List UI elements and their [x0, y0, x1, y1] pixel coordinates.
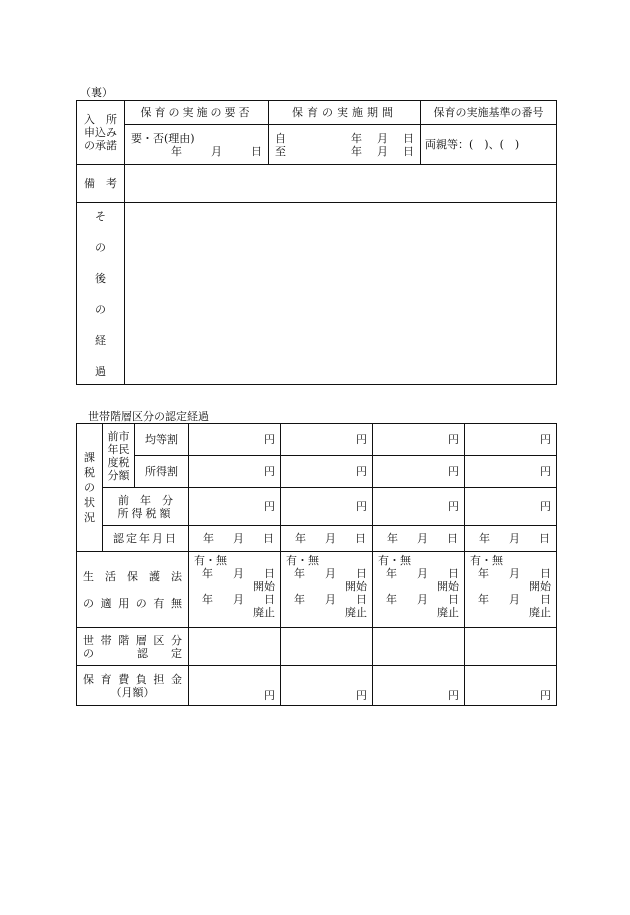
prev-income-tax-cell[interactable]: 円 [189, 488, 281, 526]
resident-tax-label: 前市 年民 度税 分額 [103, 424, 135, 488]
equal-split-cell[interactable]: 円 [373, 424, 465, 456]
cert-date-cell[interactable]: 年 月 日 [373, 526, 465, 552]
prev-income-tax-label: 前 年 分 所得税額 [103, 488, 189, 526]
prev-income-tax-cell[interactable]: 円 [465, 488, 557, 526]
period-cell[interactable]: 自 年 月 日 至 年 月 日 [269, 125, 421, 165]
need-header: 保育の実施の要否 [125, 101, 269, 125]
remarks-label: 備 考 [77, 165, 125, 203]
welfare-cell[interactable]: 有・無 年 月 日 開始 年 月 日 廃止 [465, 552, 557, 628]
remarks-field[interactable] [125, 165, 557, 203]
income-split-label: 所得割 [135, 456, 189, 488]
cert-date-label: 認定年月日 [103, 526, 189, 552]
prev-income-tax-cell[interactable]: 円 [281, 488, 373, 526]
admission-approval-label: 入 所 申込み の承諾 [77, 101, 125, 165]
standard-header: 保育の実施基準の番号 [421, 101, 557, 125]
childcare-fee-cell[interactable]: 円 [373, 666, 465, 706]
prev-income-tax-cell[interactable]: 円 [373, 488, 465, 526]
income-split-cell[interactable]: 円 [373, 456, 465, 488]
cert-date-cell[interactable]: 年 月 日 [189, 526, 281, 552]
cert-date-cell[interactable]: 年 月 日 [465, 526, 557, 552]
income-split-cell[interactable]: 円 [281, 456, 373, 488]
welfare-label: 生 活 保 護 法 の 適 用 の 有 無 [77, 552, 189, 628]
subsequent-progress-label: そ の 後 の 経 過 [77, 203, 125, 385]
standard-cell[interactable]: 両親等：( )、( ) [421, 125, 557, 165]
section-title: 世帯階層区分の認定経過 [88, 410, 209, 423]
household-class-cell[interactable] [281, 628, 373, 666]
childcare-fee-label: 保 育 費 負 担 金 （月額） [77, 666, 189, 706]
cert-date-cell[interactable]: 年 月 日 [281, 526, 373, 552]
equal-split-cell[interactable]: 円 [465, 424, 557, 456]
income-split-cell[interactable]: 円 [189, 456, 281, 488]
welfare-cell[interactable]: 有・無 年 月 日 開始 年 月 日 廃止 [281, 552, 373, 628]
tax-status-label: 課 税 の 状 況 [77, 424, 103, 552]
equal-split-cell[interactable]: 円 [281, 424, 373, 456]
income-split-cell[interactable]: 円 [465, 456, 557, 488]
equal-split-label: 均等割 [135, 424, 189, 456]
period-header: 保育の実施期間 [269, 101, 421, 125]
welfare-cell[interactable]: 有・無 年 月 日 開始 年 月 日 廃止 [373, 552, 465, 628]
admission-table [76, 100, 557, 385]
household-class-table [76, 423, 557, 706]
welfare-cell[interactable]: 有・無 年 月 日 開始 年 月 日 廃止 [189, 552, 281, 628]
childcare-fee-cell[interactable]: 円 [465, 666, 557, 706]
childcare-fee-cell[interactable]: 円 [281, 666, 373, 706]
need-cell[interactable]: 要・否(理由) 年 月 日 [125, 125, 269, 165]
household-class-label: 世 帯 階 層 区 分 の 認 定 [77, 628, 189, 666]
subsequent-progress-field[interactable] [125, 203, 557, 385]
household-class-cell[interactable] [189, 628, 281, 666]
childcare-fee-cell[interactable]: 円 [189, 666, 281, 706]
reverse-side-label: （裏） [80, 86, 113, 99]
household-class-cell[interactable] [373, 628, 465, 666]
equal-split-cell[interactable]: 円 [189, 424, 281, 456]
household-class-cell[interactable] [465, 628, 557, 666]
